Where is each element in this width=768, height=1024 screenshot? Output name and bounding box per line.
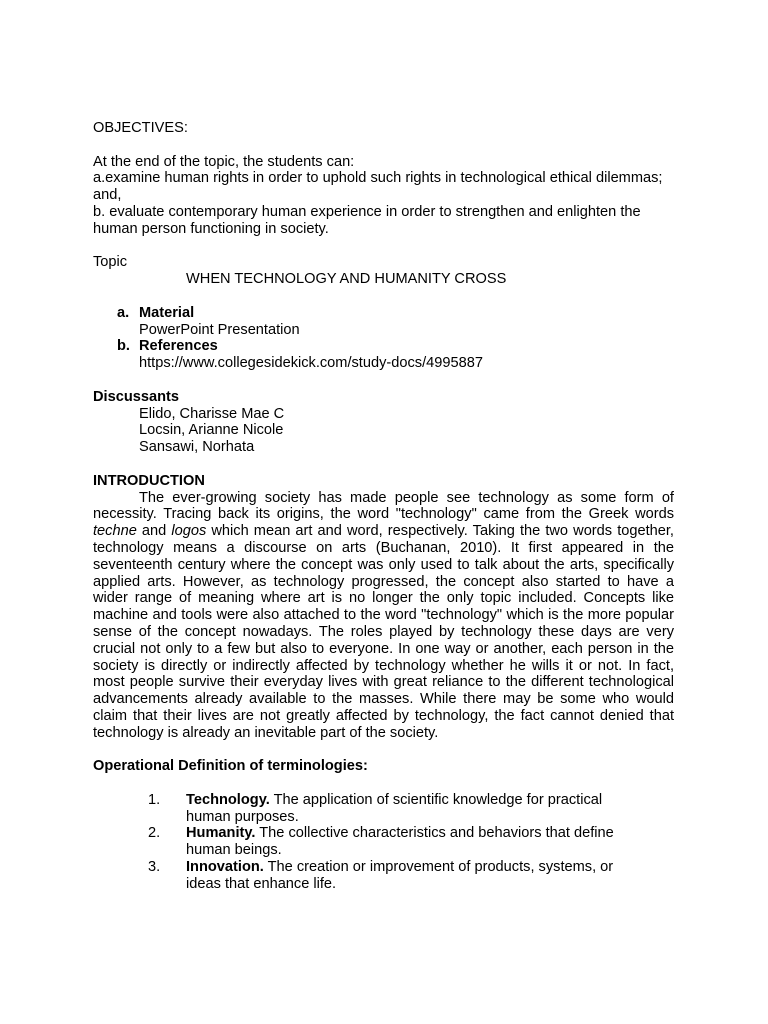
list-marker: b.	[117, 338, 130, 355]
references-row	[93, 338, 674, 355]
definition-item	[93, 792, 674, 826]
definition-text: The creation or improvement of products, systems, or ideas that enhance life.	[186, 859, 614, 892]
definition-text: The application of scientific knowledge for practical human purposes.	[186, 791, 603, 825]
intro-text: and	[136, 523, 172, 540]
definition-number: 3.	[148, 859, 161, 876]
discussant-name: Elido, Charisse Mae C	[139, 405, 285, 422]
material-value: PowerPoint Presentation	[139, 321, 300, 338]
objectives-heading: OBJECTIVES:	[93, 120, 188, 136]
document-page	[93, 120, 674, 893]
intro-term-logos: logos	[171, 523, 207, 540]
discussants-heading: Discussants	[93, 388, 179, 405]
definition-term: Humanity.	[186, 825, 256, 842]
references-link[interactable]: https://www.collegesidekick.com/study-docs/4995887	[139, 355, 483, 372]
discussant-name: Locsin, Arianne Nicole	[139, 422, 284, 439]
objective-b: b. evaluate contemporary human experience in order to strengthen and enlighten the human person functioning in society.	[93, 203, 641, 237]
list-marker: a.	[117, 304, 130, 321]
intro-text: The ever-growing society has made people see technology as some form of necessity. Tracing back its origins, the word "technology" came from the Greek words	[93, 489, 674, 523]
definition-term: Innovation.	[186, 859, 264, 876]
discussant-name: Sansawi, Norhata	[139, 439, 255, 456]
definitions-list	[93, 792, 674, 893]
definition-item	[93, 859, 674, 893]
topic-label: Topic	[93, 254, 128, 271]
intro-term-techne: techne	[93, 523, 137, 540]
introduction-heading: INTRODUCTION	[93, 472, 205, 489]
introduction-paragraph	[93, 490, 674, 742]
definition-number: 1.	[148, 791, 161, 808]
objectives-intro: At the end of the topic, the students can:	[93, 153, 355, 170]
objective-a: a.examine human rights in order to uphold such rights in technological ethical dilemmas; and,	[93, 170, 663, 204]
material-row	[93, 305, 674, 322]
definition-number: 2.	[148, 825, 161, 842]
intro-text: which mean art and word, respectively. Taking the two words together, technology means a discourse on arts (Buchanan, 2010). It first appeared in the seventeenth century where the concept was only used to talk about the arts, specifically applied arts. However, as technology progressed, the concept also started to have a wider range of meaning where art is no longer the only topic included. Concepts like machine and tools were also attached to the word "technology" which is the more popular sense of the concept nowadays. The roles played by technology these days are very crucial not only to a few but also to everyone. In one way or another, each person in the society is directly or indirectly affected by technology whether he wills it or not. In fact, most people survive their everyday lives with great reliance to the different technological advancements already available to the masses. While there may be some who would claim that their lives are not greatly affected by technology, the fact cannot denied that technology is already an inevitable part of the society.	[93, 523, 674, 741]
definition-item	[93, 825, 674, 859]
material-heading: Material	[139, 304, 195, 321]
topic-details-list	[93, 305, 674, 372]
definition-term: Technology.	[186, 791, 270, 808]
definition-text: The collective characteristics and behaviors that define human beings.	[186, 825, 614, 859]
topic-title: WHEN TECHNOLOGY AND HUMANITY CROSS	[186, 271, 507, 288]
references-heading: References	[139, 338, 218, 355]
definitions-heading: Operational Definition of terminologies:	[93, 758, 368, 775]
